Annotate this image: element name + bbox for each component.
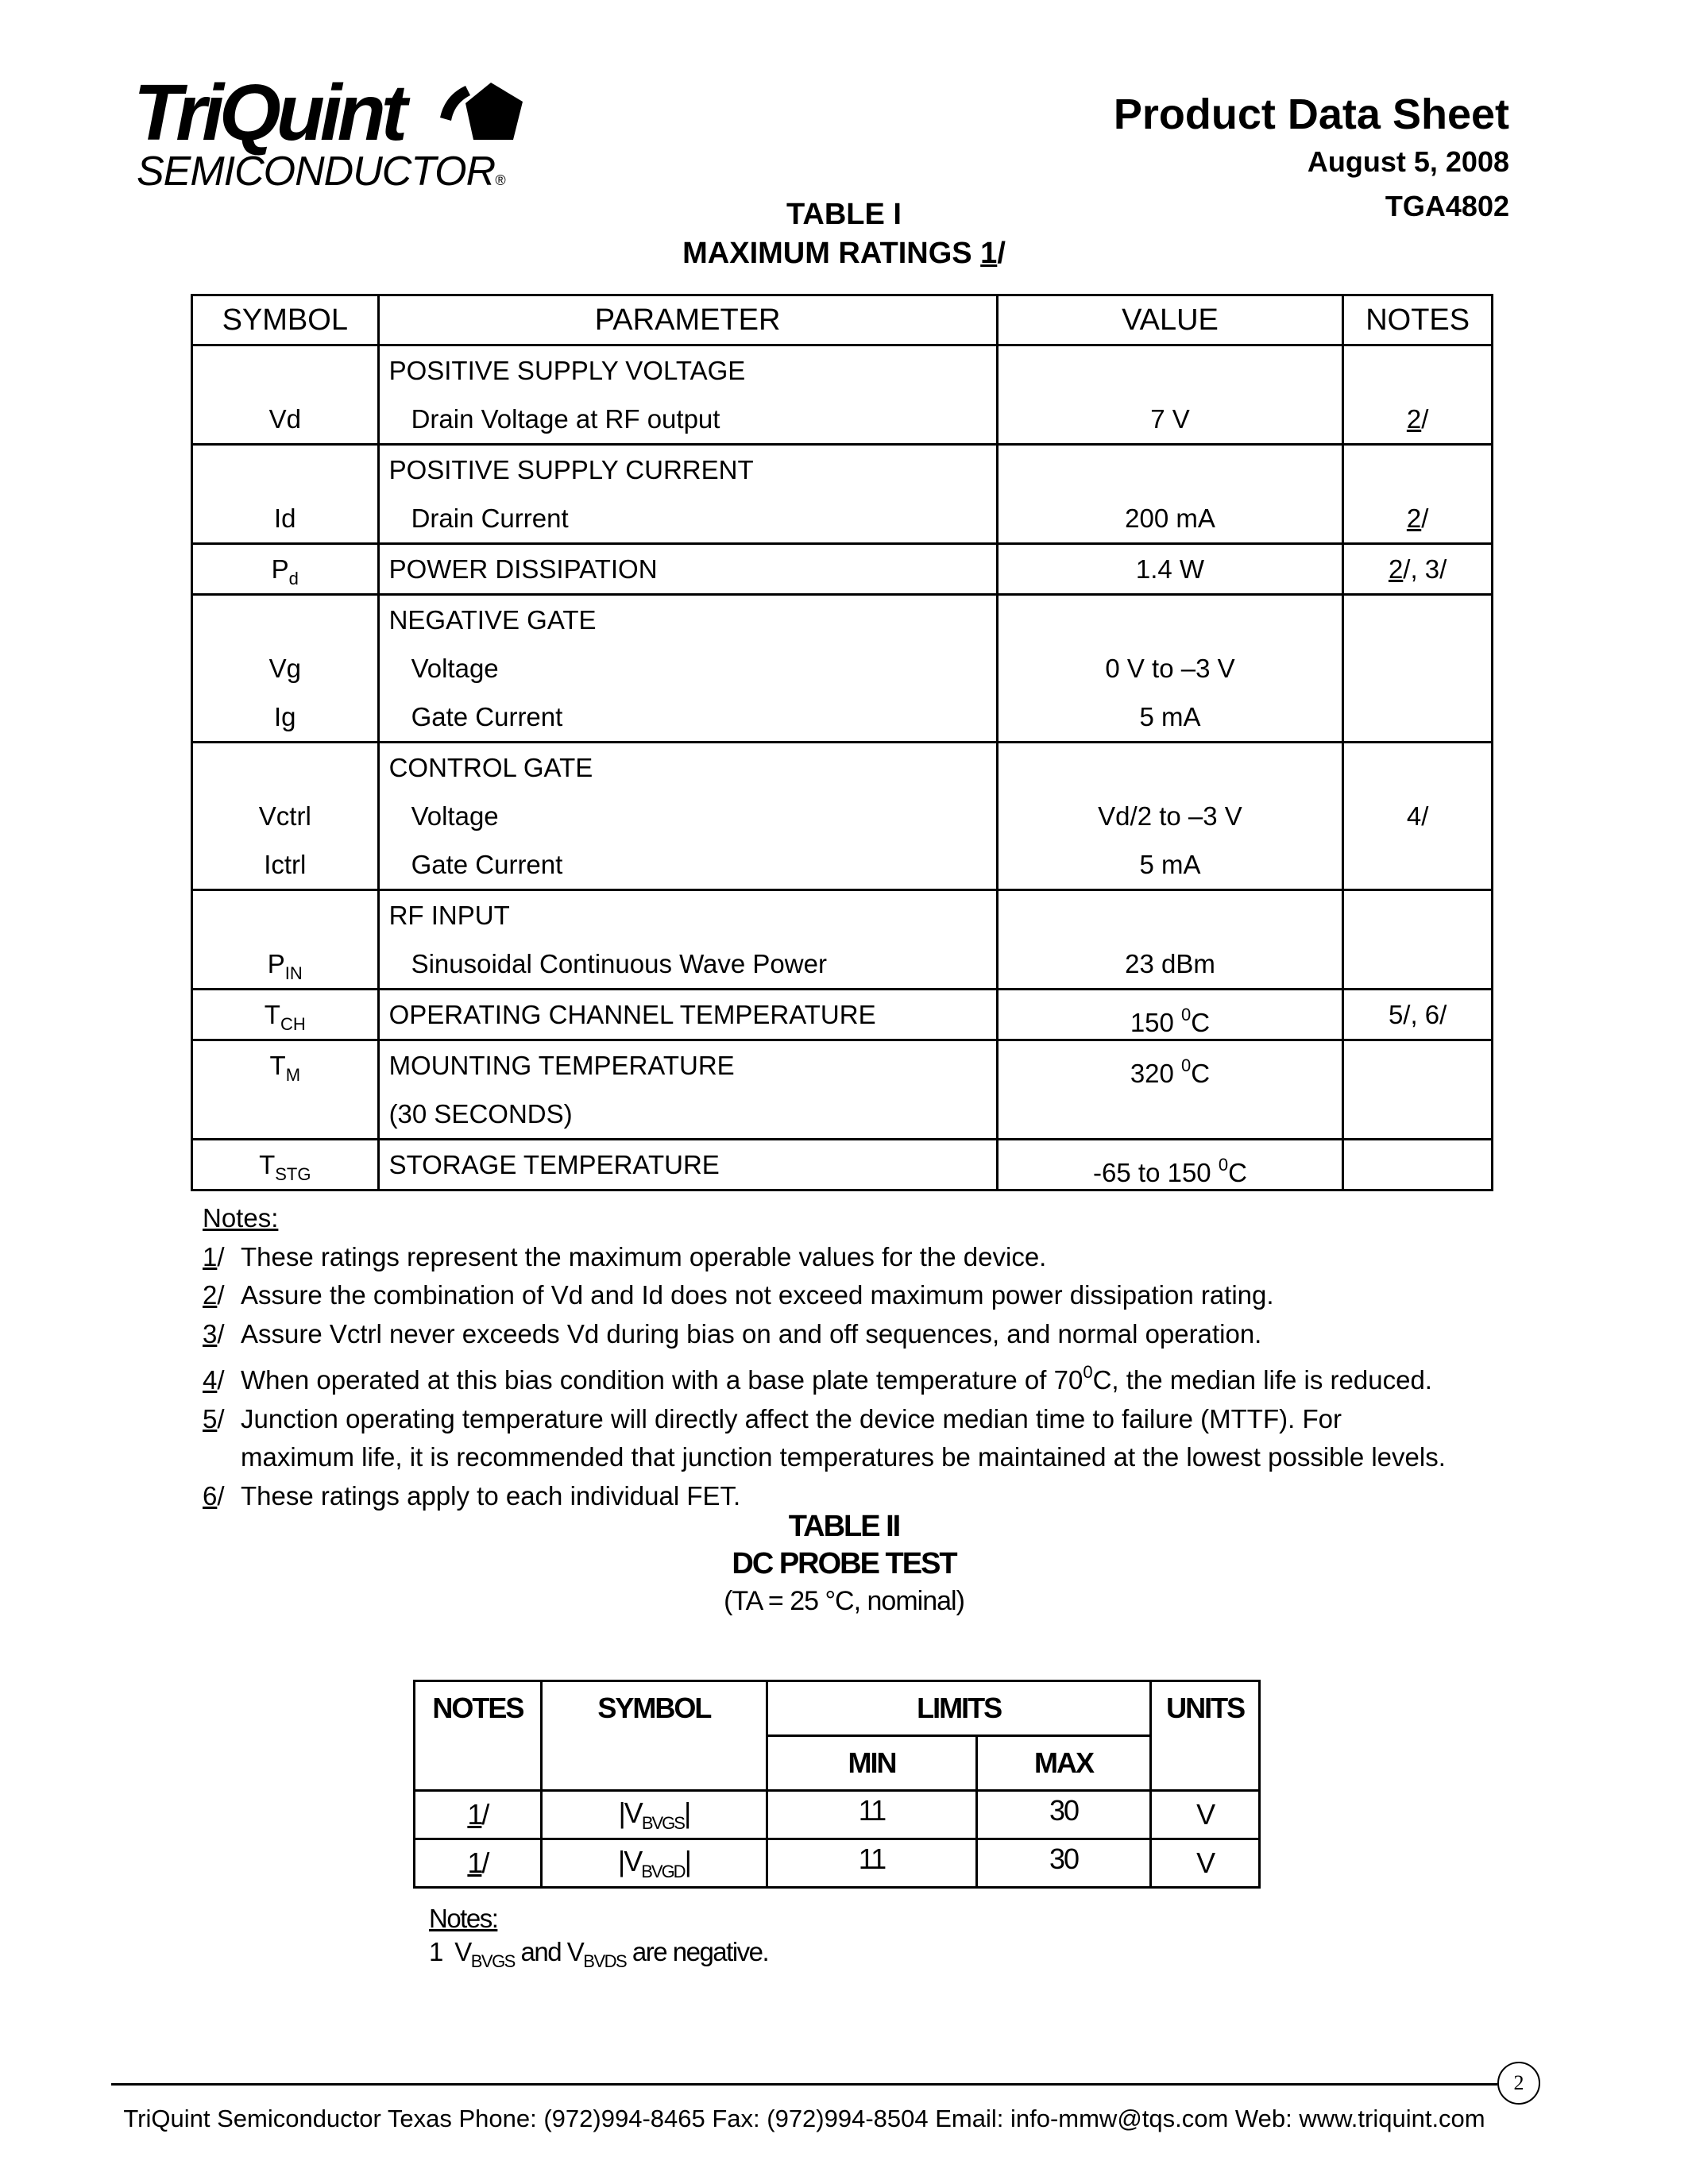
logo-subtitle: SEMICONDUCTOR®	[137, 149, 505, 195]
symbol-cell: Vd	[268, 404, 301, 434]
footer-divider	[111, 2083, 1497, 2086]
table2-subtitle: DC PROBE TEST	[732, 1547, 956, 1580]
parameter-group-title: POSITIVE SUPPLY CURRENT	[388, 455, 754, 484]
document-date: August 5, 2008	[1307, 145, 1509, 178]
table-row	[192, 1140, 1493, 1190]
value-cell: Vd/2 to –3 V	[1098, 801, 1242, 831]
units-cell: V	[1151, 1839, 1260, 1888]
notes-cell: 5/, 6/	[1388, 1000, 1447, 1029]
symbol-cell: $P_d$	[271, 554, 299, 588]
table-row	[192, 595, 1493, 743]
table-row	[192, 743, 1493, 890]
table-row	[192, 890, 1493, 990]
table1-notes	[203, 1199, 1446, 1515]
symbol-cell: $P_{IN}$	[267, 949, 303, 983]
list-item: 3/ Assure Vctrl never exceeds Vd during bias on and off sequences, and normal operation.	[203, 1318, 1262, 1349]
dc-probe-test-table	[413, 1680, 1261, 1889]
header-notes: NOTES	[1343, 295, 1493, 345]
parameter-cell: MOUNTING TEMPERATURE	[388, 1051, 735, 1080]
symbol-cell: $T_M$	[269, 1051, 301, 1085]
value-cell: 1.4 W	[1135, 554, 1205, 584]
logo-wordmark: TriQuint	[133, 68, 404, 157]
list-item: 1 $V_{BVGS}$ and $V_{BVDS}$ are negative.	[429, 1937, 769, 1971]
min-cell: 11	[767, 1791, 977, 1839]
value-cell: -65 to 150 $^0$C	[1093, 1155, 1247, 1187]
header-value: VALUE	[997, 295, 1343, 345]
symbol-cell: $T_{CH}$	[264, 1000, 306, 1034]
header-parameter: PARAMETER	[378, 295, 997, 345]
value-cell: 23 dBm	[1125, 949, 1215, 978]
notes-cell: 4/	[1406, 801, 1429, 831]
parameter-cell: OPERATING CHANNEL TEMPERATURE	[388, 1000, 876, 1029]
header-units: UNITS	[1151, 1681, 1260, 1791]
value-cell: 0 V to –3 V	[1105, 654, 1235, 683]
table2-notes	[429, 1902, 768, 1978]
symbol-cell: Ig	[274, 702, 296, 731]
symbol-cell: Id	[274, 504, 296, 533]
parameter-cell: (30 SECONDS)	[388, 1099, 573, 1129]
parameter-group-title: CONTROL GATE	[388, 753, 593, 782]
table-row	[192, 345, 1493, 445]
value-cell: 150 $^0$C	[1130, 1005, 1211, 1037]
parameter-cell: STORAGE TEMPERATURE	[388, 1150, 720, 1179]
footer-contact: TriQuint Semiconductor Texas Phone: (972)994-8465 Fax: (972)994-8504 Email: info-mmw@tqs.com Web: www.triquint.com	[123, 2105, 1485, 2132]
symbol-cell: $|V_{BVGS}|$	[541, 1791, 767, 1839]
notes-cell: 1/	[415, 1791, 542, 1839]
list-item-continuation: maximum life, it is recommended that junction temperatures be maintained at the lowest possible levels.	[241, 1442, 1446, 1472]
maximum-ratings-table	[191, 294, 1493, 1191]
header-symbol: SYMBOL	[192, 295, 379, 345]
symbol-cell: Ictrl	[264, 850, 307, 879]
parameter-cell: Drain Voltage at RF output	[411, 404, 720, 434]
parameter-cell: POWER DISSIPATION	[388, 554, 658, 584]
notes-cell: 2/, 3/	[1388, 554, 1447, 584]
parameter-group-title: NEGATIVE GATE	[388, 605, 597, 635]
notes-cell: 1/	[415, 1839, 542, 1888]
list-item: 5/ Junction operating temperature will directly affect the device median time to failure (MTTF). For	[203, 1403, 1342, 1433]
header-min: MIN	[767, 1736, 977, 1791]
symbol-cell: $T_{STG}$	[259, 1150, 311, 1184]
table-row	[192, 990, 1493, 1040]
notes-label: Notes:	[429, 1904, 498, 1933]
table2-title: TABLE II	[788, 1510, 900, 1543]
value-cell: 5 mA	[1139, 850, 1201, 879]
parameter-cell: Sinusoidal Continuous Wave Power	[411, 949, 827, 978]
page-number: 2	[1497, 2062, 1540, 2105]
table-header-row	[192, 295, 1493, 345]
header-limits: LIMITS	[767, 1681, 1151, 1736]
table-row	[192, 1040, 1493, 1140]
parameter-cell: Voltage	[411, 654, 499, 683]
parameter-cell: Drain Current	[411, 504, 569, 533]
units-cell: V	[1151, 1791, 1260, 1839]
table2-condition: (TA = 25 °C, nominal)	[724, 1586, 964, 1616]
list-item: 2/ Assure the combination of Vd and Id does not exceed maximum power dissipation rating.	[203, 1280, 1274, 1310]
document-title: Product Data Sheet	[1113, 91, 1509, 138]
value-cell: 5 mA	[1139, 702, 1201, 731]
table-row	[415, 1791, 1260, 1839]
value-cell: 320 $^0$C	[1130, 1055, 1211, 1088]
list-item: 4/ When operated at this bias condition with a base plate temperature of $70^0C$, the median life is reduced.	[203, 1362, 1432, 1395]
parameter-group-title: POSITIVE SUPPLY VOLTAGE	[388, 356, 746, 385]
parameter-group-title: RF INPUT	[388, 901, 510, 930]
parameter-cell: Voltage	[411, 801, 499, 831]
logo-pentagon-icon	[434, 78, 537, 157]
max-cell: 30	[976, 1839, 1150, 1888]
table1-subtitle: MAXIMUM RATINGS 1/	[682, 237, 1006, 270]
symbol-cell: Vctrl	[258, 801, 311, 831]
parameter-cell: Gate Current	[411, 702, 563, 731]
table-row	[192, 445, 1493, 544]
max-cell: 30	[976, 1791, 1150, 1839]
parameter-cell: Gate Current	[411, 850, 563, 879]
table-row	[192, 544, 1493, 595]
company-logo	[133, 68, 578, 195]
symbol-cell: Vg	[268, 654, 301, 683]
list-item: 6/ These ratings apply to each individual FET.	[203, 1480, 741, 1511]
value-cell: 7 V	[1150, 404, 1190, 434]
symbol-cell: $|V_{BVGD}|$	[541, 1839, 767, 1888]
list-item: 1/ These ratings represent the maximum operable values for the device.	[203, 1241, 1047, 1271]
notes-cell: 2/	[1406, 504, 1429, 533]
header-max: MAX	[976, 1736, 1150, 1791]
min-cell: 11	[767, 1839, 977, 1888]
notes-label: Notes:	[203, 1203, 279, 1233]
header-notes: NOTES	[415, 1681, 542, 1791]
notes-cell: 2/	[1406, 404, 1429, 434]
part-number: TGA4802	[1385, 190, 1509, 222]
table1-title: TABLE I	[786, 198, 902, 231]
value-cell: 200 mA	[1125, 504, 1215, 533]
header-symbol: SYMBOL	[541, 1681, 767, 1791]
table-row	[415, 1839, 1260, 1888]
